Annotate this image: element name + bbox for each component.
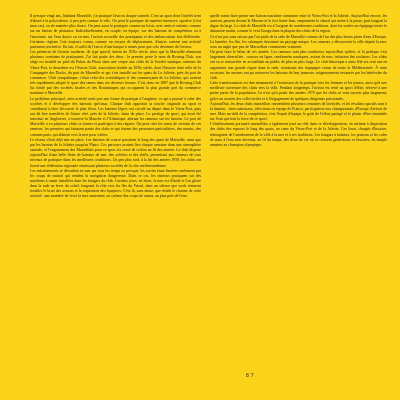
- right-text-column: [210, 14, 387, 148]
- paragraph: Les prémices de l'aviron moderne, de type sportif, datent du XIXe siècle, alors que la Marseille réunissait plusieurs centaines de pratiquants. J'ai fait partie des deux : le premier porte le nom de Rowing Club, son siège est installé au pied du Palais du Pharo dans une crique aux côtés de la Société nautique, rameurs du Vieux-Port, la deuxième est l'Aviron Club, association fondée au XIXe siècle, dont l'histoire était celle de la Compagnie des Docks, du port de Marseille et qui s'est installé sur les quais de La Joliette, près du port de commerce. Club sympathique, c'était celui des scientifiques et des commerçants de La Joliette, qui avaient très rapidement adopté le sport des rames dans ses diverses formes. C'est donc en 1887 que le Rowing Club fut fondé par des sociétés locales et des Britanniques qui occupaient la plus grande part du commerce maritime à Marseille.: [30, 50, 201, 96]
- paragraph: Aujourd'hui, les deux clubs marseillais rassemblent plusieurs centaines de licenciés, et les résultats sportifs sont à la hauteur : titres nationaux, sélections en équipe de France, participation aux championnats d'Europe d'aviron de mer. Mais au-delà de la compétition, c'est l'esprit d'équipe, le goût de l'effort partagé et le plaisir d'être ensemble sur l'eau qui font la force de ce sport.: [210, 101, 387, 122]
- paragraph: On peut faire le bilan de ces années. Les rameurs sont plus nombreux aujourd'hui qu'hier, et la pratique s'est largement diversifiée : courses en ligne, randonnées nautiques, aviron de mer, initiation des scolaires. Les clubs ont su se renouveler en accueillant un public de plus en plus large. Le club historique a ainsi fêté ses cent ans en organisant une grande régate dans la rade, réunissant des équipages venus de toute la Méditerranée. À cette occasion, les anciens ont pu retrouver les bateaux de leur jeunesse, soigneusement restaurés par les bénévoles du club.: [210, 50, 387, 80]
- paragraph: Cette transformation est due notamment à l'extension de la pratique vers les femmes et les jeunes, ainsi qu'à une meilleure ouverture des clubs vers la ville. Pendant longtemps, l'aviron est resté un sport d'élite, réservé à une petite partie de la population. Ce n'est qu'à partir des années 1970 que les clubs se sont ouverts plus largement, grâce au soutien des collectivités et à l'engagement de quelques dirigeants passionnés.: [210, 81, 387, 101]
- page-number: 8 7: [246, 373, 254, 379]
- paragraph: L'établissement portuaire marseillais a également joué un rôle dans ce développement, en mettant à disposition des clubs des espaces le long des quais, au cœur du Vieux-Port et de la Joliette. Ces lieux, chargés d'histoire, témoignent de l'attachement de la ville à la mer et à ses traditions. Les hangars à bateaux, les pontons et les cales de mise à l'eau sont devenus, au fil du temps, des lieux de vie où se croisent générations et histoires, du simple amateur au champion olympique.: [210, 122, 387, 147]
- paragraph: Le problème principal, cette activité avait pris une forme de pratique à l'anglaise, ce qui a poussé à créer des sociétés et à développer des bateaux spéciaux. Chaque club apportait sa touche originale au sport et contribuait à faire découvrir le plan d'eau. Les bateaux légers ont circulé au départ dans le Vieux-Port, puis ont dû être transférés de l'autre côté, près de la Joliette, faute de place. Le prestige du sport, qui avait été introduit en Angleterre, a traversé la Manche et l'Atlantique, attirant les rameurs sur les bassins. Le port de Marseille a vu plusieurs clubs se former et participer à des régates. On peut citer les noms de certains de ces rameurs, les premiers qui faisaient partie des clubs et qui étaient des personnes particulières, des marins, des commerçants, qui allaient vers la mer pour s'aérer.: [30, 96, 201, 137]
- paragraph: Le réseau s'était déjà mis en place. Les bateaux de course passaient le long des quais de Marseille, ainsi que par les bassins de la Joliette jusqu'au Pharo. Ces parcours avaient lieu chaque semaine dans une atmosphère amicale, et l'engouement des Marseillais pour ce sport n'a cessé de croître au fil des années. Le club dispose aujourd'hui d'une belle flotte de bateaux de mer, des yolettes et des skiffs, permettant aux rameurs de tous niveaux de pratiquer dans les meilleures conditions. Un peu plus tard, à la fin des années 1950, les clubs ont formé une fédération régionale réunissant plusieurs sociétés de la côte méditerranéenne.: [30, 137, 201, 168]
- left-text-column: [30, 14, 201, 200]
- paragraph: quelle trame faire passer une liaison maritime commune entre le Vieux-Port et la Joliette. Aujourd'hui encore, les rameurs passent devant le Mucem et le fort Saint-Jean, empruntent le chenal qui mène à la passe, puis longent la digue du large. Le club de Marseille est à l'origine de nombreuses traditions, dont les sorties en équipage mixte le dimanche matin, comme le veut l'usage dans la plupart des clubs de la région.: [210, 14, 387, 34]
- paragraph: Les entraînements se déroulent en mer par tous les temps ou presque, les sorties étant limitées seulement par les coups de mistral qui rendent la navigation dangereuse. Dans ce cas, les rameurs pratiquent sur des machines à ramer installées dans les hangars du club. Certains jours, en hiver, la mer est d'huile et l'on glisse dans la rade au lever du soleil, longeant la côte vers les îles du Frioul, dans un silence que seuls viennent troubler le bruit des avirons et la respiration des équipiers. C'est là, sans doute, que réside le charme de cette activité : une manière de vivre la mer autrement, au rythme des coups de rames, au plus près de l'eau.: [30, 168, 201, 199]
- paragraph: Ce n'est pas sans raison que l'on parle de la rade de Marseille comme de l'un des plus beaux plans d'eau d'Europe. La lumière, les îles, les calanques dessinent un paysage unique. Les rameurs y découvrent la ville depuis la mer, sous un angle que peu de Marseillais connaissent vraiment.: [210, 34, 387, 49]
- paragraph: Il presque vingt ans, habitant Marseille, j'ai pratiqué l'aviron chaque samedi. C'est un sport dont l'intérêt tient d'abord à la polyvalence, à peu près comme le vélo. On peut le pratiquer de manière intensive, sportive (c'est mon cas), ou de manière plus douce. On peut aussi le pratiquer comme un loisir, avec amis et enfants, comme sur un bateau de plaisance. Individuellement, en couple, en équipe, sur des bateaux de compétition ou à l'ancienne, sur l'eau douce ou en mer, l'aviron accueille des pratiquants et des embarcations fort différentes. Certaines régions l'ont toujours connu, comme un moyen de déplacement, d'autres comme une activité purement récréative. En fait, il suffit de l'eau et d'une barque à rames pour que cela devienne de l'aviron.: [30, 14, 201, 49]
